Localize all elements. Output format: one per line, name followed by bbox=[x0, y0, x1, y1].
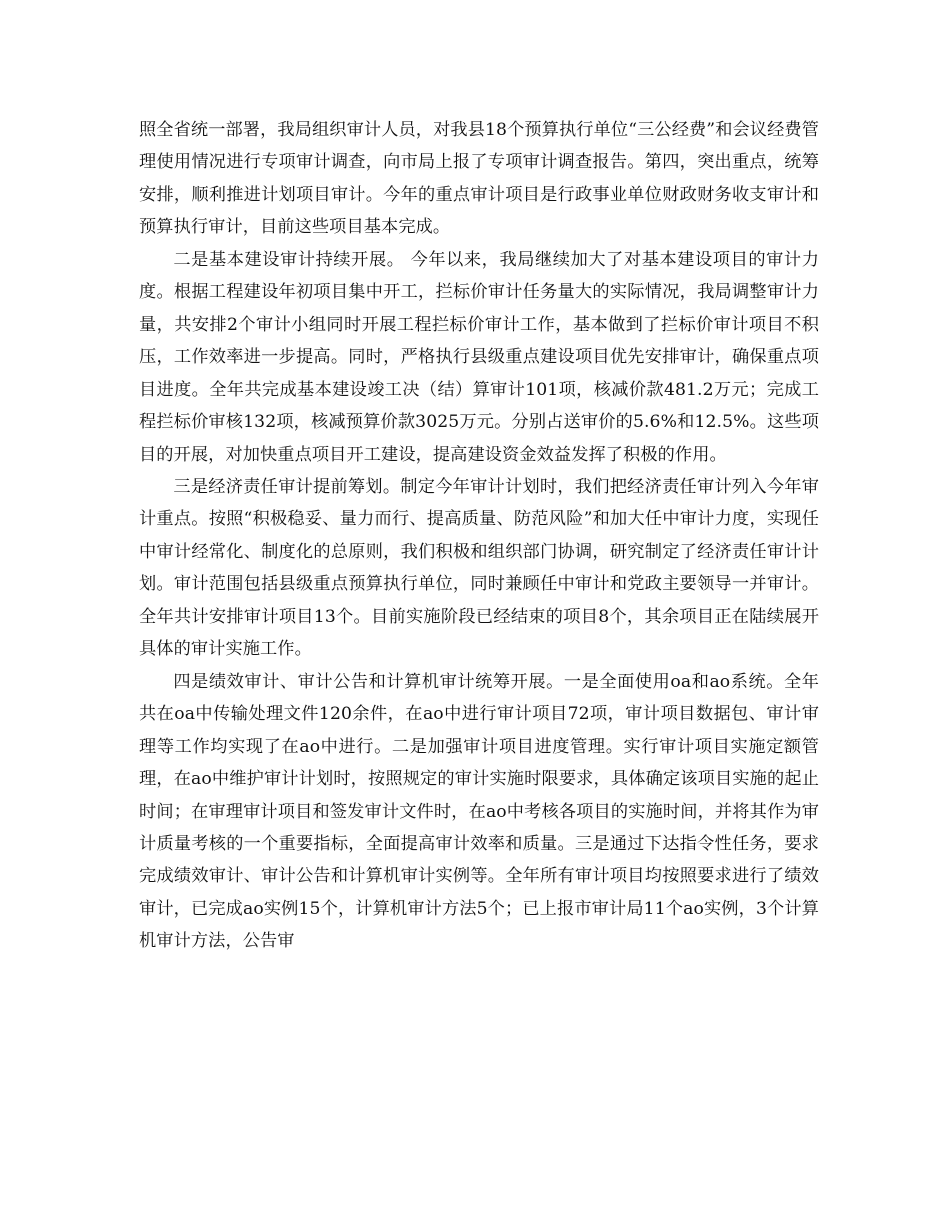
paragraph-1: 照全省统一部署，我局组织审计人员，对我县18个预算执行单位“三公经费”和会议经费管理使用情况进行专项审计调查，向市局上报了专项审计调查报告。第四，突出重点，统筹安排，顺利推进计划项目审计。今年的重点审计项目是行政事业单位财政财务收支审计和预算执行审计，目前这些项目基本完成。 bbox=[139, 120, 819, 238]
document-body bbox=[139, 114, 819, 958]
paragraph-2: 二是基本建设审计持续开展。 今年以来，我局继续加大了对基本建设项目的审计力度。根据工程建设年初项目集中开工，拦标价审计任务量大的实际情况，我局调整审计力量，共安排2个审计小组同时开展工程拦标价审计工作，基本做到了拦标价审计项目不积压，工作效率进一步提高。同时，严格执行县级重点建设项目优先安排审计，确保重点项目进度。全年共完成基本建设竣工决（结）算审计101项，核减价款481.2万元；完成工程拦标价审核132项，核减预算价款3025万元。分别占送审价的5.6%和12.5%。这些项目的开展，对加快重点项目开工建设，提高建设资金效益发挥了积极的作用。 bbox=[139, 249, 819, 465]
paragraph-3: 三是经济责任审计提前筹划。制定今年审计计划时，我们把经济责任审计列入今年审计重点。按照“积极稳妥、量力而行、提高质量、防范风险”和加大任中审计力度，实现任中审计经常化、制度化的总原则，我们积极和组织部门协调，研究制定了经济责任审计计划。审计范围包括县级重点预算执行单位，同时兼顾任中审计和党政主要领导一并审计。全年共计安排审计项目13个。目前实施阶段已经结束的项目8个，其余项目正在陆续展开具体的审计实施工作。 bbox=[139, 476, 819, 660]
paragraph-4: 四是绩效审计、审计公告和计算机审计统筹开展。一是全面使用oa和ao系统。全年共在oa中传输处理文件120余件，在ao中进行审计项目72项，审计项目数据包、审计审理等工作均实现了在ao中进行。二是加强审计项目进度管理。实行审计项目实施定额管理，在ao中维护审计计划时，按照规定的审计实施时限要求，具体确定该项目实施的起止时间；在审理审计项目和签发审计文件时，在ao中考核各项目的实施时间，并将其作为审计质量考核的一个重要指标，全面提高审计效率和质量。三是通过下达指令性任务，要求完成绩效审计、审计公告和计算机审计实例等。全年所有审计项目均按照要求进行了绩效审计，已完成ao实例15个，计算机审计方法5个；已上报市审计局11个ao实例，3个计算机审计方法，公告审 bbox=[139, 671, 819, 952]
